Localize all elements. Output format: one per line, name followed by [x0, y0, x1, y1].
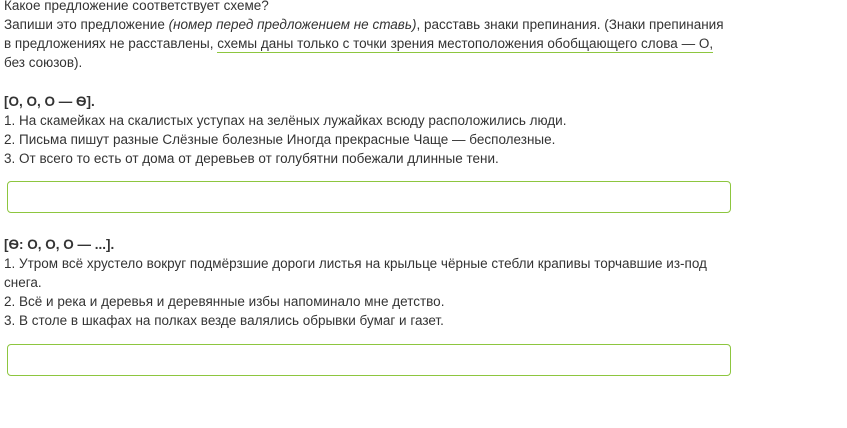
instruction-line-1 [4, 15, 844, 34]
instruction-text-3: в предложениях не расставлены, [4, 36, 218, 51]
scheme-1: [О, О, О — Ѳ]. [4, 94, 95, 109]
sentence-1-3: 3. От всего то есть от дома от деревьев от голубятни побежали длинные тени. [4, 151, 499, 166]
instruction-hint: схемы даны только с точки зрения местоположения обобщающего слова — О, [217, 36, 714, 51]
answer-input-1[interactable] [7, 181, 731, 213]
answer-input-2[interactable] [7, 344, 731, 376]
instruction-line-3: без союзов). [4, 55, 83, 70]
instruction-text-2: , расставь знаки препинания. (Знаки препинания [416, 17, 724, 32]
sentence-2-3: 3. В столе в шкафах на полках везде валялись обрывки бумаг и газет. [4, 313, 444, 328]
sentence-2-1: 1. Утром всё хрустело вокруг подмёрзшие дороги листья на крыльце чёрные стебли крапивы торчавшие из-под [4, 256, 707, 271]
scheme-2: [Ѳ: О, О, О — ...]. [4, 237, 115, 252]
sentence-2-2: 2. Всё и река и деревья и деревянные избы напоминало мне детство. [4, 294, 445, 309]
exercise [4, 0, 844, 376]
instruction-line-2 [4, 34, 844, 53]
sentence-1-1: 1. На скамейках на скалистых уступах на зелёных лужайках всюду расположились люди. [4, 113, 567, 128]
instruction-text: Запиши это предложение [4, 17, 169, 32]
question-title: Какое предложение соответствует схеме? [4, 0, 269, 13]
sentence-1-2: 2. Письма пишут разные Слёзные болезные Иногда прекрасные Чаще — бесполезные. [4, 132, 556, 147]
instruction-note: (номер перед предложением не ставь) [168, 17, 417, 32]
sentence-2-1-cont: снега. [4, 275, 42, 290]
